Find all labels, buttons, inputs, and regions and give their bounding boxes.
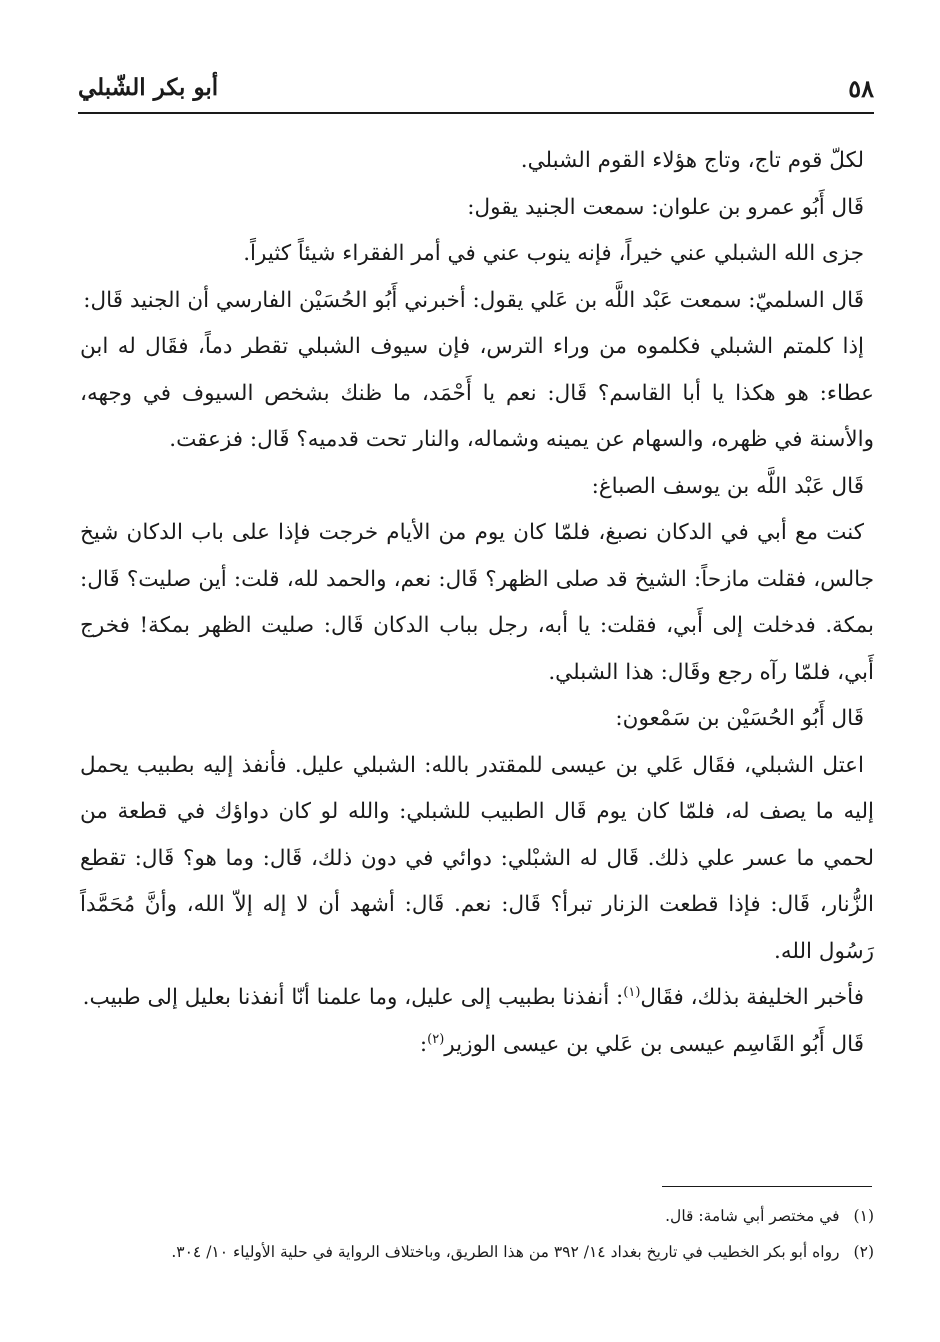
paragraph-10-start: فأخبر الخليفة بذلك، فقَال — [640, 985, 864, 1010]
footnote-1 — [80, 1198, 874, 1234]
paragraph-2: قَال أَبُو عمرو بن علوان: سمعت الجنيد يقول: — [467, 194, 864, 220]
footnote-text: رواه أبو بكر الخطيب في تاريخ بغداد ١٤/ ٣٩٢ من هذا الطريق، وباختلاف الرواية في حلية الأولياء ١٠/ ٣٠٤. — [171, 1243, 840, 1261]
paragraph-9: اعتل الشبلي، فقَال عَلي بن عيسى للمقتدر بالله: الشبلي عليل. فأنفذ إليه بطبيب يحمل إليه ما يصف له، فلمّا كان يوم قَال الطبيب للشبلي: والله لو كان دواؤك في قطعة من لحمي ما عسر علي ذلك. قَال له الشبْلي: دوائي في دون ذلك، قَال: وما هو؟ قَال: تقطع الزُّنار، قَال: فإذا قطعت الزنار تبرأ؟ قَال: نعم. قَال: أشهد أن لا إله إلاّ الله، وأنَّ مُحَمَّداً رَسُول الله. — [80, 752, 874, 964]
paragraph-4: قَال السلميّ: سمعت عَبْد اللَّه بن عَلي يقول: أخبرني أَبُو الحُسَيْن الفارسي أن الجنيد قَال: — [83, 287, 864, 313]
paragraph-10-end: : أنفذنا بطبيب إلى عليل، وما علمنا أنّا أنفذنا بعليل إلى طبيب. — [82, 985, 624, 1010]
paragraph-10 — [80, 975, 874, 1022]
paragraph-8: قَال أَبُو الحُسَيْن بن سَمْعون: — [615, 706, 864, 731]
paragraph-1: لكلّ قوم تاج، وتاج هؤلاء القوم الشبلي. — [520, 148, 864, 173]
running-title: أبو بكر الشّبلي — [78, 74, 219, 101]
paragraph-6: قَال عَبْد اللَّه بن يوسف الصباغ: — [591, 473, 864, 499]
paragraph-7: كنت مع أبي في الدكان نصبغ، فلمّا كان يوم من الأيام خرجت فإذا على باب الدكان شيخ جالس، فقلت مازحاً: الشيخ قد صلى الظهر؟ قَال: نعم، والحمد لله، قلت: أين صليت؟ قَال: بمكة. فدخلت إلى أَبي، فقلت: يا أبه، رجل بباب الدكان قَال: صليت الظهر بمكة! فخرج أَبي، فلمّا رآه رجع وقَال: هذا الشبلي. — [80, 520, 874, 685]
page-header — [78, 68, 874, 108]
footnote-ref-2: (٢) — [427, 1031, 445, 1047]
main-text — [80, 138, 874, 1068]
paragraph-3: جزى الله الشبلي عني خيراً، فإنه ينوب عني في أمر الفقراء شيئاً كثيراً. — [243, 241, 864, 266]
header-rule — [78, 112, 874, 114]
footnote-number: (١) — [853, 1207, 874, 1225]
footnotes — [80, 1198, 874, 1270]
footnote-rule — [662, 1186, 872, 1187]
paragraph-11-end: : — [419, 1031, 428, 1057]
page-number: ٥٨ — [848, 74, 874, 103]
paragraph-5: إذا كلمتم الشبلي فكلموه من وراء الترس، فإن سيوف الشبلي تقطر دماً، فقَال له ابن عطاء: هو هكذا يا أبا القاسم؟ قَال: نعم يا أَحْمَد، ما ظنك بشخص السيوف في وجهه، والأسنة في ظهره، والسهام عن يمينه وشماله، والنار تحت قدميه؟ قَال: فزعقت. — [80, 334, 874, 452]
paragraph-11 — [80, 1022, 874, 1069]
footnote-text: في مختصر أبي شامة: قال. — [665, 1207, 840, 1225]
footnote-2 — [80, 1234, 874, 1270]
footnote-number: (٢) — [853, 1243, 874, 1261]
paragraph-11-start: قَال أَبُو القَاسِم عيسى بن عَلي بن عيسى الوزير — [444, 1031, 864, 1057]
footnote-ref-1: (١) — [623, 984, 641, 1000]
